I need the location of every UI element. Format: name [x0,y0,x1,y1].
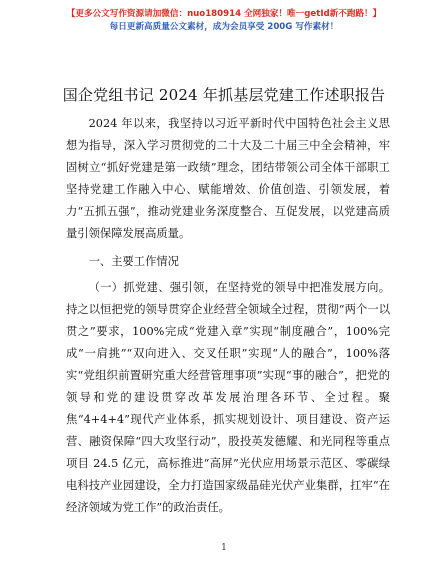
section-heading: 一、主要工作情况 [88,255,179,268]
promo-banner [0,8,448,34]
document-title: 国企党组书记 2024 年抓基层党建工作述职报告 [62,86,386,104]
document-body [66,113,390,519]
promo-banner-line-2: 每日更新高质量公文素材，成为会员享受 200G 写作素材！ [109,22,339,32]
promo-banner-line-1: 【更多公文写作资源请加微信：nuo180914 全网独家！唯一getId新不跑路！】 [66,9,382,19]
intro-paragraph: 2024 年以来，我坚持以习近平新时代中国特色社会主义思想为指导，深入学习贯彻党的二十大及二十届三中全会精神，牢固树立“抓好党建是第一政绩”理念，团结带领公司全体干部职工坚持党建工作融入中心、赋能增效、价值创造、引领发展，着力“五抓五强”，推动党建业务深度整合、互促发展，以党建高质量引领保障发展高质量。 [66,117,390,240]
page-number: 1 [221,543,227,553]
subsection-paragraph: （一）抓党建、强引领，在坚持党的领导中把准发展方向。持之以恒把党的领导贯穿企业经营全领域全过程，贯彻“两个一以贯之”要求，100%完成“党建入章”实现“制度融合”，100%完成“一肩挑”“双向进入、交叉任职”实现“人的融合”，100%落实“党组织前置研究重大经营管理事项”实现“事的融合”，把党的领导和党的建设贯穿改革发展治理各环节、全过程。聚焦“4+4+4”现代产业体系，抓实规划设计、项目建设、资产运营、融资保障“四大攻坚行动”，股投英发德耀、和光同程等重点项目 24.5 亿元，高标推进“高屏”光伏应用场景示范区、零碳绿电科技产业园建设，全力打造国家级晶硅光伏产业集群，扛牢“在经济领域为党工作”的政治责任。 [66,281,390,514]
